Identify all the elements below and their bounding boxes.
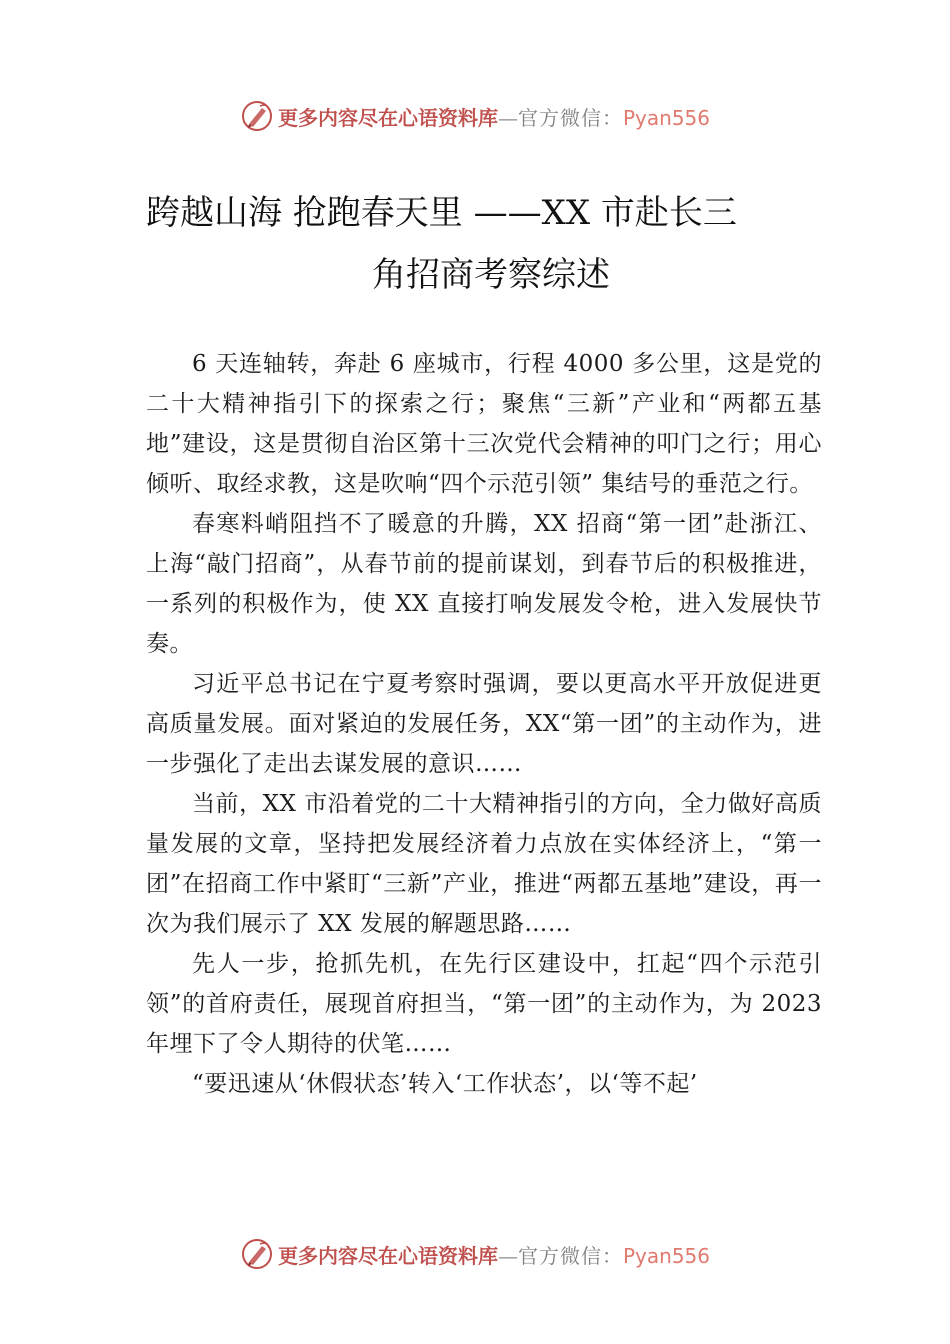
paragraph: 春寒料峭阻挡不了暖意的升腾，XX 招商“第一团”赴浙江、上海“敲门招商”，从春节前的提前谋划，到春节后的积极推进，一系列的积极作为，使 XX 直接打响发展发令枪，进入发展快节奏。 [146,511,822,657]
paragraph: 习近平总书记在宁夏考察时强调，要以更高水平开放促进更高质量发展。面对紧迫的发展任务，XX“第一团”的主动作为，进一步强化了走出去谋发展的意识…… [146,671,822,777]
banner-wechat-id: Pyan556 [622,105,710,130]
banner-separator: — [497,1243,518,1268]
banner-separator: — [497,105,518,130]
paragraph: 6 天连轴转，奔赴 6 座城市，行程 4000 多公里，这是党的二十大精神指引下的探索之行；聚焦“三新”产业和“两都五基地”建设，这是贯彻自治区第十三次党代会精神的叩门之行；用心倾听、取经求教，这是吹响“四个示范引领” 集结号的垂范之行。 [146,351,822,497]
pen-logo-icon [240,99,274,133]
title-line-1: 跨越山海 抢跑春天里 ——XX 市赴长三 [146,193,737,233]
header-watermark-banner [0,96,950,136]
document-title [146,182,826,306]
banner-wechat-label: 官方微信： [517,105,623,130]
banner-wechat-label: 官方微信： [517,1243,623,1268]
paragraph: 当前，XX 市沿着党的二十大精神指引的方向，全力做好高质量发展的文章，坚持把发展经济着力点放在实体经济上，“第一团”在招商工作中紧盯“三新”产业，推进“两都五基地”建设，再一次为我们展示了 XX 发展的解题思路…… [146,791,822,937]
document-body [146,344,822,1104]
footer-watermark-banner [0,1234,950,1274]
paragraph: “要迅速从‘休假状态’转入‘工作状态’，以‘等不起’ [192,1071,698,1097]
banner-site-name: 更多内容尽在心语资料库 [277,1243,498,1268]
pen-logo-icon [240,1237,274,1271]
paragraph: 先人一步，抢抓先机，在先行区建设中，扛起“四个示范引领”的首府责任，展现首府担当，“第一团”的主动作为，为 2023 年埋下了令人期待的伏笔…… [146,951,822,1057]
banner-site-name: 更多内容尽在心语资料库 [277,105,498,130]
banner-wechat-id: Pyan556 [622,1243,710,1268]
title-line-2: 角招商考察综述 [372,255,610,295]
